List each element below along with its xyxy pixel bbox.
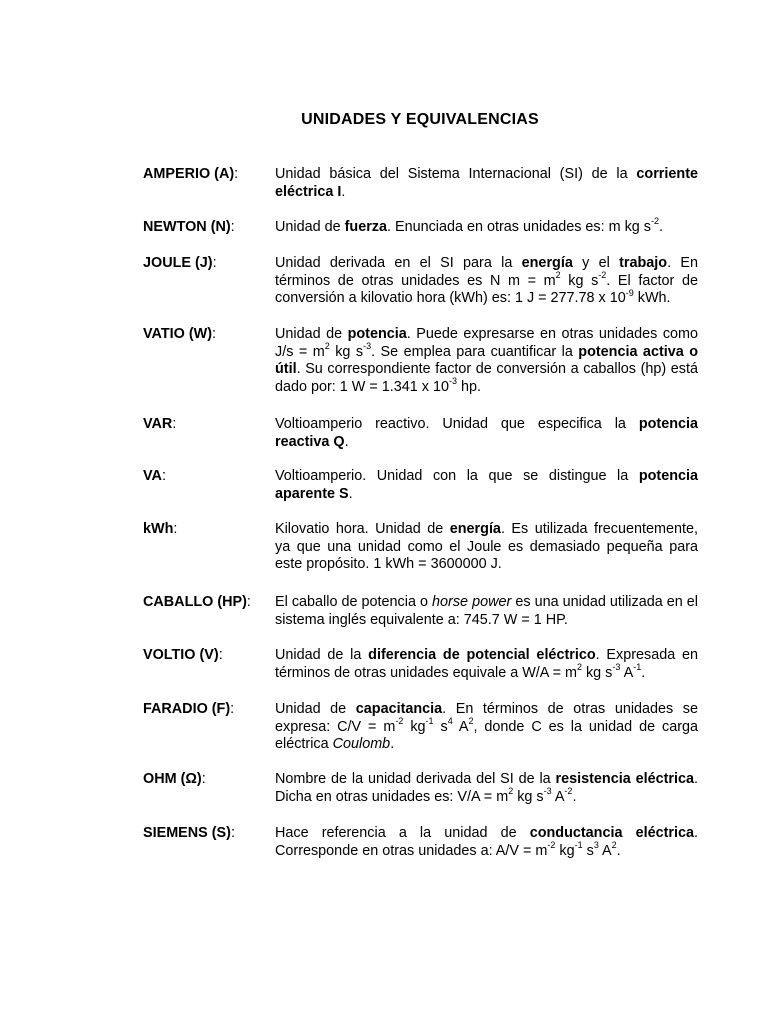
definition-text: El caballo de potencia o <box>275 594 433 610</box>
superscript: 2 <box>576 661 582 672</box>
superscript: -1 <box>425 715 434 726</box>
entry-term-label: OHM (Ω) <box>143 771 202 787</box>
bold-term: potencia reactiva Q <box>275 416 698 450</box>
definition-text: . <box>341 183 346 200</box>
superscript: -3 <box>543 785 552 796</box>
definition-text: . En términos de otras unidades se expresa: C/V = m <box>275 701 698 735</box>
definition-text: A <box>598 842 612 859</box>
bold-term: diferencia de potencial eléctrico <box>368 647 596 663</box>
superscript: 2 <box>555 269 561 280</box>
entry-definition <box>275 647 698 682</box>
definition-text: . Puede expresarse en otras unidades como J/s = m <box>275 326 699 360</box>
definition-text: . <box>390 736 395 753</box>
definition-text: . Dicha en otras unidades es: V/A = m <box>275 771 698 805</box>
entry-term <box>143 771 206 789</box>
superscript: -3 <box>363 340 372 351</box>
italic-term: horse power <box>432 594 512 610</box>
bold-term: resistencia eléctrica <box>555 771 694 787</box>
bold-term: capacitancia <box>355 701 443 717</box>
definition-text: . <box>572 788 577 805</box>
entry-definition <box>275 594 698 629</box>
entry-definition <box>275 255 698 308</box>
entry-term-label: SIEMENS (S) <box>143 825 231 841</box>
superscript: -1 <box>574 839 583 850</box>
definition-text: , donde C es la unidad de carga eléctrica <box>275 718 699 753</box>
definition-text: . El factor de conversión a kilovatio hora (kWh) es: 1 J = 277.78 x 10 <box>275 272 698 307</box>
bold-term: trabajo <box>619 255 668 271</box>
definition-text: kg <box>403 718 426 735</box>
entry-definition <box>275 216 698 237</box>
entry-term <box>143 521 177 539</box>
entry-definition <box>275 468 698 503</box>
entry-term-label: VOLTIO (V) <box>143 647 219 663</box>
superscript: 3 <box>593 839 599 850</box>
definition-text: kWh. <box>633 290 671 307</box>
entry-term <box>143 219 235 237</box>
definition-text: . <box>616 842 621 859</box>
entry-definition <box>275 416 698 451</box>
definition-text: Voltioamperio reactivo. Unidad que especifica la <box>275 416 639 432</box>
superscript: 2 <box>468 715 474 726</box>
entry-term <box>143 701 234 719</box>
definition-text: Kilovatio hora. Unidad de <box>275 521 450 537</box>
definition-text: s <box>582 842 594 859</box>
definition-text: Unidad de <box>275 219 345 235</box>
bold-term: energía <box>521 255 573 271</box>
definition-text: Voltioamperio. Unidad con la que se distingue la <box>275 468 639 484</box>
bold-term: energía <box>449 521 501 537</box>
superscript: -2 <box>395 715 404 726</box>
definition-text: Unidad básica del Sistema Internacional (SI) de la <box>275 166 637 182</box>
definition-text: kg s <box>329 343 364 360</box>
entry-term-colon: : <box>230 219 235 235</box>
entry-definition <box>275 521 698 574</box>
entry-term-label: AMPERIO (A) <box>143 166 235 182</box>
bold-term: potencia aparente S <box>275 468 698 502</box>
superscript: -2 <box>564 785 573 796</box>
superscript: 2 <box>324 340 330 351</box>
entry-term <box>143 326 216 344</box>
entry-term-colon: : <box>172 416 177 432</box>
definition-text: . <box>641 664 646 681</box>
entry-definition <box>275 326 698 397</box>
entry-term-colon: : <box>201 771 206 787</box>
entry-term-colon: : <box>161 468 166 484</box>
page-title: UNIDADES Y EQUIVALENCIAS <box>301 111 539 128</box>
definition-text: Nombre de la unidad derivada del SI de la <box>275 771 556 787</box>
definition-text: . En términos de otras unidades es N m = m <box>275 255 698 289</box>
entry-term-colon: : <box>246 594 251 610</box>
definition-text: . Enunciada en otras unidades es: m kg s <box>387 219 651 235</box>
definition-text: . <box>659 219 664 235</box>
italic-term: Coulomb <box>332 736 391 753</box>
entry-term-colon: : <box>212 326 217 342</box>
definition-text: . Es utilizada frecuentemente, ya que una unidad como el Joule es demasiado pequeña para este propósito. 1 kWh = 3600000 J. <box>275 521 698 573</box>
definition-text: A <box>620 664 634 681</box>
entry-term <box>143 416 176 434</box>
bold-term: conductancia eléctrica <box>529 825 694 841</box>
definition-text: A <box>551 788 565 805</box>
superscript: -1 <box>633 661 642 672</box>
definition-text: . Se emplea para cuantificar la <box>371 343 579 360</box>
entry-term <box>143 255 217 273</box>
superscript: -3 <box>612 661 621 672</box>
bold-term: potencia <box>347 326 407 342</box>
definition-text: kg s <box>560 272 599 289</box>
definition-text: Unidad derivada en el SI para la <box>275 255 522 271</box>
entry-term-colon: : <box>212 255 217 271</box>
superscript: 4 <box>447 715 453 726</box>
entry-term-colon: : <box>230 701 235 717</box>
entry-term <box>143 825 235 843</box>
entry-term-colon: : <box>218 647 223 663</box>
entry-term-colon: : <box>234 166 239 182</box>
superscript: 2 <box>611 839 617 850</box>
superscript: -2 <box>547 839 556 850</box>
entry-definition <box>275 166 698 201</box>
entry-term <box>143 594 251 612</box>
superscript: -2 <box>598 269 607 280</box>
entry-term-label: NEWTON (N) <box>143 219 231 235</box>
entry-term-label: VATIO (W) <box>143 326 213 342</box>
definition-text: kg s <box>513 788 544 805</box>
entry-definition <box>275 825 698 860</box>
definition-text: Hace referencia a la unidad de <box>275 825 530 841</box>
bold-term: fuerza <box>344 219 387 235</box>
entry-term-colon: : <box>173 521 178 537</box>
entry-definition <box>275 701 698 754</box>
superscript: -9 <box>625 287 634 298</box>
definition-text: . Expresada en términos de otras unidades equivale a W/A = m <box>275 647 698 681</box>
entry-term <box>143 166 238 184</box>
entry-term-label: CABALLO (HP) <box>143 594 247 610</box>
definition-text: y el <box>572 255 620 271</box>
definition-text: Unidad de la <box>275 647 369 663</box>
bold-term: potencia activa o útil <box>275 343 698 378</box>
entry-term <box>143 468 166 486</box>
definition-text: . Su correspondiente factor de conversión a caballos (hp) está dado por: 1 W = 1.341 x 10 <box>275 361 698 396</box>
entry-term-label: JOULE (J) <box>143 255 213 271</box>
definition-text: . Corresponde en otras unidades a: A/V = m <box>275 825 698 859</box>
definition-text: s <box>433 718 448 735</box>
entry-term-label: VAR <box>143 416 173 432</box>
definition-text: es una unidad utilizada en el sistema inglés equivalente a: 745.7 W = 1 HP. <box>275 594 698 628</box>
definition-text: kg s <box>581 664 613 681</box>
entry-term-label: FARADIO (F) <box>143 701 231 717</box>
definition-text: A <box>452 718 469 735</box>
superscript: -3 <box>449 376 458 387</box>
definition-text: hp. <box>457 379 482 396</box>
entry-term <box>143 647 223 665</box>
definition-text: kg <box>555 842 575 859</box>
definition-text: . <box>344 433 349 450</box>
entry-definition <box>275 771 698 806</box>
definition-text: Unidad de <box>275 326 348 342</box>
definition-text: . <box>348 485 353 502</box>
entry-term-label: kWh <box>143 521 174 537</box>
bold-term: corriente eléctrica I <box>275 166 698 200</box>
entry-term-label: VA <box>143 468 162 484</box>
superscript: 2 <box>508 785 514 796</box>
superscript: -2 <box>651 216 660 227</box>
entry-term-colon: : <box>230 825 235 841</box>
definition-text: Unidad de <box>275 701 356 717</box>
